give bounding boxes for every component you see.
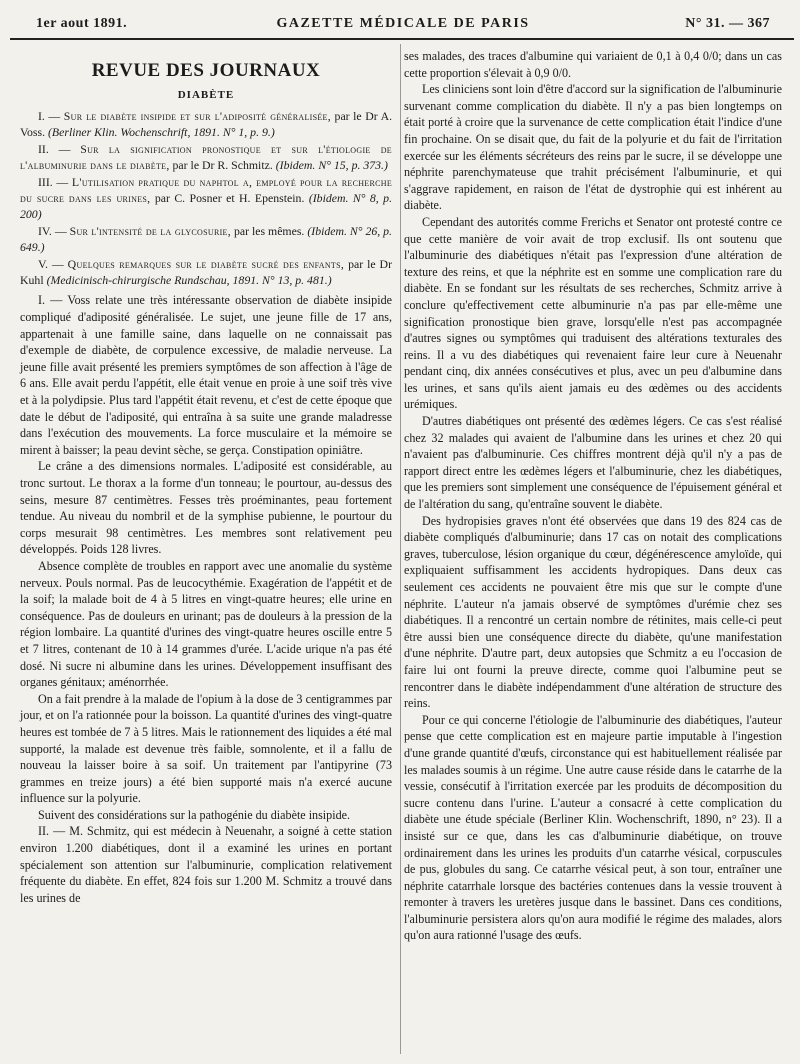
- left-column: [20, 46, 392, 906]
- body-paragraph: Pour ce qui concerne l'étiologie de l'albuminurie des diabétiques, l'auteur pense que cette complication est en majeure partie imputable à l'ingestion d'une grande quantité d'œufs, circonstance qui est habituellement réalisée par les malades soumis à un régime. Une autre cause réside dans le catarrhe de la vessie, consécutif à l'irritation exercée par les produits de décomposition du sucre contenu dans l'urine. L'auteur a consacré à cette complication du diabète une étude spéciale (Berliner Klin. Wochenschrift, 1890, n° 23). Il a insisté sur ce que, dans les cas d'albuminurie diabétique, on trouve ordinairement dans les urines les produits d'un catarrhe vésical, corpuscules de pus, globules du sang. Ce catarrhe vésical peut, à son tour, entraîner une néphrite catarrhale lorsque des bactéries contenues dans la vessie trouvent à remonter à travers les uretères jusque dans le bassinet. Dans ces conditions, l'albuminurie persistera alors qu'on aura modifié le régime des malades, alors qu'on aura rationné l'usage des œufs.: [404, 712, 782, 943]
- body-paragraph: Absence complète de troubles en rapport avec une anomalie du système nerveux. Pouls normal. Pas de leucocythémie. Exagération de l'appétit et de la soif; la malade boit de 4 à 5 litres en vingt-quatre heures; elle urine en conséquence. Pas de douleurs en urinant; pas de douleurs à la pression de la région lombaire. La quantité d'urines des vingt-quatre heures oscille entre 5 et 7 litres, contenant de 10 à 14 grammes d'urée. L'acide urique n'a pas été dosé. Ni sucre ni albumine dans les urines. Développement insuffisant des organes génitaux; aménorrhée.: [20, 558, 392, 690]
- header-rule: [10, 38, 794, 40]
- body-paragraph: Le crâne a des dimensions normales. L'adiposité est considérable, au tronc surtout. Le thorax a la forme d'un tonneau; le pourtour, au-dessus des seins, mesure 87 centimètres. Fesses très proéminantes, peau fortement tendue. Au niveau du nombril et de la symphise pubienne, le pourtour du corps mesurait 98 centimètres. Les membres sont relativement peu développés. Poids 128 livres.: [20, 459, 392, 557]
- header-journal-title: GAZETTE MÉDICALE DE PARIS: [276, 16, 530, 31]
- column-divider: [400, 44, 401, 1054]
- header-date: 1er aout 1891.: [36, 16, 128, 31]
- body-paragraph: On a fait prendre à la malade de l'opium à la dose de 3 centigrammes par jour, et on l'a rationnée pour la boisson. La quantité d'urines des vingt-quatre heures est tombée de 7 à 5 litres. Mais le rationnement des liquides a été mal supporté, la malade est devenue très faible, somnolente, et il a fallu de nouveau la laisser boire à sa soif. Un traitement par l'antipyrine (73 grammes en treize jours) a été bien supporté mais n'a exercé aucune influence sur la polyurie.: [20, 691, 392, 806]
- body-paragraph: Suivent des considérations sur la pathogénie du diabète insipide.: [38, 807, 351, 822]
- body-paragraph: II. — M. Schmitz, qui est médecin à Neuenahr, a soigné à cette station environ 1.200 diabétiques, dont il a examiné les urines en portant spécialement son attention sur l'albuminurie, complication relativement fréquente du diabète. En effet, 824 fois sur 1.200 M. Schmitz a trouvé dans les urines de: [20, 824, 392, 905]
- body-paragraph: D'autres diabétiques ont présenté des œdèmes légers. Ce cas s'est réalisé chez 32 malades qui avaient de l'albumine dans les urines et chez 20 qui n'avaient pas d'albuminurie. Ces chiffres montrent déjà qu'il n'y a pas de rapport direct entre les œdèmes légers et l'albuminurie, chez les diabétiques, que les premiers sont simplement une conséquence de l'épuisement général et de l'altération du sang, qu'entraîne souvent le diabète.: [404, 414, 782, 512]
- body-paragraph: Les cliniciens sont loin d'être d'accord sur la signification de l'albuminurie survenant comme complication du diabète. Il n'y a pas bien longtemps on était porté à croire que la survenance de cette complication était l'indice d'une fin prochaine. On se disait que, du fait de la polyurie et du fait de l'irritation exercée sur les éléments sécréteurs des reins par le sucre, il se développe une néphrite parenchymateuse que trahit précisément l'albuminurie, et qui s'aggrave rapidement, en raison de l'état de dystrophie qui est inhérent au diabète.: [404, 82, 782, 213]
- body-paragraph: Des hydropisies graves n'ont été observées que dans 19 des 824 cas de diabète compliqués d'albuminurie; dans 17 cas on notait des complications graves, tuberculose, lésion organique du cœur, dégénérescence amyloïde, qui expliquaient suffisamment les accidents hydropiques. Dans deux cas seulement ces accidents ne pouvaient être mis que sur le compte d'une néphrite. L'auteur n'a jamais observé de symptômes d'urémie chez ses diabétiques. Il a rencontré un certain nombre de rétinites, mais celle-ci peut être aussi bien une conséquence directe du diabète, qu'une manifestation d'une néphrite. D'autre part, deux autopsies que Schmitz a eu l'occasion de faire lui ont fourni la preuve directe, comme quoi l'albumine peut se rencontrer dans le diabète indépendamment d'une altération de structure des reins.: [404, 513, 782, 711]
- body-paragraph: I. — Voss relate une très intéressante observation de diabète insipide compliqué d'adiposité généralisée. Le sujet, une jeune fille de 17 ans, appartenait à une famille saine, dans laquelle on ne connaissait pas d'exemple de diabète, de corpulence excessive, de maladie nerveuse. La jeune fille avait présenté les premiers symptômes de son affection à l'âge de 6 ans. Elle avait perdu l'appétit, elle était venue en proie à une soif très vive et à la polydipsie. Plus tard l'appétit était revenu, et c'est de cette époque que date le début de l'adiposité, qui entraîna à sa suite une grande maladresse dans l'exécution des mouvements. La force musculaire et la mémoire se mirent à baisser; la peau devint sèche, se gerça. Constipation opiniâtre.: [20, 293, 392, 457]
- body-paragraph: ses malades, des traces d'albumine qui variaient de 0,1 à 0,4 0/0; dans un cas cette proportion s'élevait à 0,9 0/0.: [404, 49, 782, 80]
- section-title: REVUE DES JOURNAUX: [91, 60, 321, 81]
- reference-entry: IV. — Sur l'intensité de la glycosurie, par les mêmes. (Ibidem. N° 26, p. 649.): [20, 223, 393, 255]
- reference-entry: III. — L'utilisation pratique du naphtol α, employé pour la recherche du sucre dans les urines, par C. Posner et H. Epenstein. (Ibidem. N° 8, p. 200): [20, 174, 393, 222]
- right-column: [404, 48, 782, 944]
- reference-entry: V. — Quelques remarques sur le diabète sucré des enfants, par le Dr Kuhl (Medicinisch-chirurgische Rundschau, 1891. N° 13, p. 481.): [20, 256, 393, 288]
- header-issue-page: N° 31. — 367: [685, 16, 770, 31]
- reference-entry: II. — Sur la signification pronostique et sur l'étiologie de l'albuminurie dans le diabète, par le Dr R. Schmitz. (Ibidem. N° 15, p. 373.): [20, 141, 392, 173]
- reference-entry: I. — Sur le diabète insipide et sur l'adiposité généralisée, par le Dr A. Voss. (Berliner Klin. Wochenschrift, 1891. N° 1, p. 9.): [20, 109, 393, 140]
- running-header: [36, 12, 770, 36]
- section-subtitle: DIABÈTE: [177, 89, 235, 101]
- body-paragraph: Cependant des autorités comme Frerichs et Senator ont protesté contre ce que cette manière de voir avait de trop exclusif. Ils ont soutenu que l'albuminurie des diabétiques n'était pas l'expression d'une altération de texture des reins, et que la néphrite est en somme une complication rare du diabète. En se fondant sur les résultats de ses recherches, Schmitz arrive à conclure qu'effectivement cette albuminurie n'a pas par elle-même une signification pronostique bien grave, lorsqu'elle n'est pas accompagnée d'autres signes ou symptômes qui traduisent des altérations texturales des reins. Il a vu des diabétiques qui revenaient faire leur cure à Neuenahr pendant cinq, dix années consécutives et plus, avec un peu d'albumine dans les urines, et sans qu'ils aient jamais eu des œdèmes ou des accidents urémiques.: [404, 214, 782, 412]
